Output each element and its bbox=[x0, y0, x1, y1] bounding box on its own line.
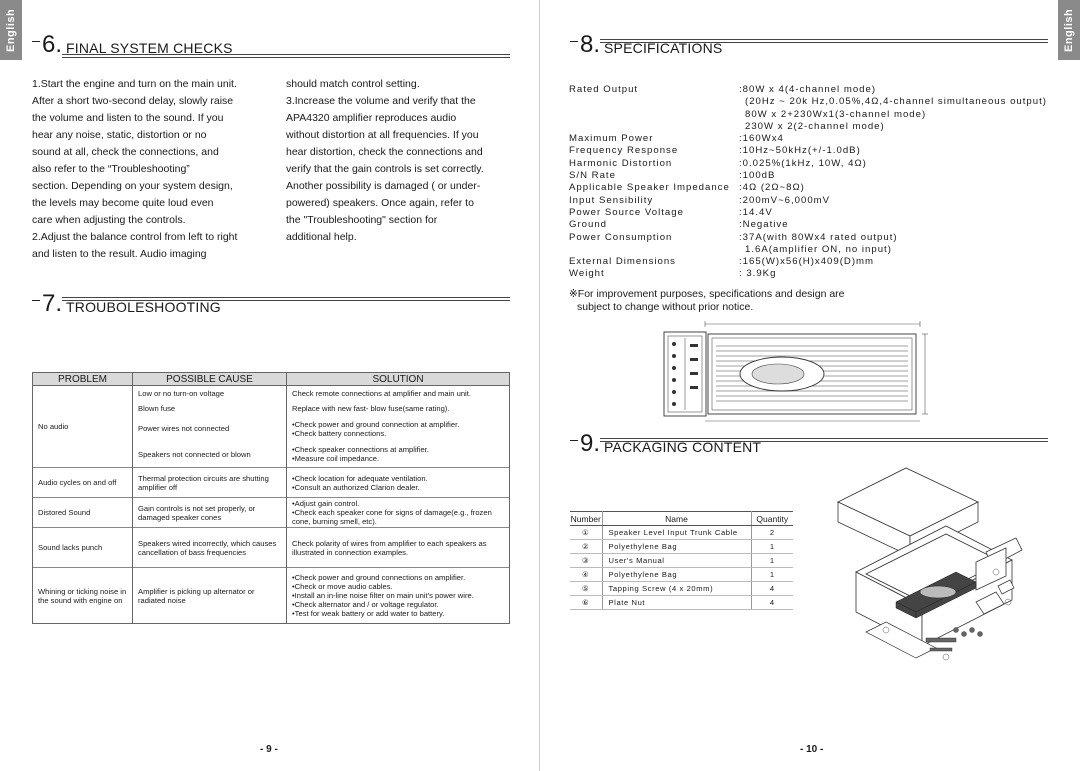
section-number: 8. bbox=[580, 31, 601, 58]
spec-value-line: (20Hz ~ 20k Hz,0.05%,4Ω,4-channel simultaneous output) bbox=[745, 96, 1047, 108]
section-number: 6. bbox=[42, 31, 63, 58]
pack-quantity-cell: 4 bbox=[751, 596, 793, 610]
spec-value-line: :165(W)x56(H)x409(D)mm bbox=[739, 256, 875, 268]
paragraph-line: section. Depending on your system design, bbox=[32, 180, 233, 192]
table-row bbox=[570, 540, 793, 554]
spec-value-line: :160Wx4 bbox=[739, 133, 784, 145]
section-title: TROUBOLESHOOTING bbox=[66, 299, 221, 315]
problem-cell: Distored Sound bbox=[33, 498, 133, 528]
language-tab: English bbox=[1058, 0, 1080, 60]
spec-label: Applicable Speaker Impedance bbox=[569, 182, 730, 194]
spec-row bbox=[569, 232, 1054, 257]
pack-number-cell: ③ bbox=[570, 554, 602, 568]
packaging-box-illustration bbox=[826, 462, 1026, 672]
solution-line: Check polarity of wires from amplifier to each speakers as illustrated in connection examples. bbox=[292, 538, 487, 557]
spec-value bbox=[739, 182, 1054, 194]
solution-line: • Adjust gain control. bbox=[292, 499, 504, 508]
spec-value-line: :Negative bbox=[739, 219, 789, 231]
cause-cell: Blown fuse bbox=[133, 401, 287, 416]
spec-value bbox=[739, 133, 1054, 145]
spec-row bbox=[569, 84, 1054, 133]
amplifier-dimension-drawing bbox=[650, 318, 940, 428]
solution-cell bbox=[287, 401, 510, 416]
paragraph-line: verify that the gain controls is set correctly. bbox=[286, 163, 484, 175]
solution-cell bbox=[287, 442, 510, 468]
paragraph-line: hear distortion, check the connections and bbox=[286, 146, 483, 158]
cause-cell: Speakers not connected or blown bbox=[133, 442, 287, 468]
spec-label: Maximum Power bbox=[569, 133, 654, 145]
header-possible-cause: POSSIBLE CAUSE bbox=[133, 373, 287, 386]
spec-value-line: :80W x 4(4-channel mode) bbox=[739, 84, 877, 95]
solution-line: • Measure coil impedance. bbox=[292, 454, 504, 463]
spec-label: Input Sensibility bbox=[569, 194, 654, 206]
table-row bbox=[33, 468, 510, 498]
spec-row bbox=[569, 219, 1054, 231]
spec-label: Harmonic Distortion bbox=[569, 157, 673, 169]
spec-label: Weight bbox=[569, 268, 605, 280]
solution-line: • Check or move audio cables. bbox=[292, 582, 504, 591]
solution-cell bbox=[287, 386, 510, 401]
paragraph-line: After a short two-second delay, slowly raise bbox=[32, 95, 234, 107]
table-row bbox=[570, 582, 793, 596]
solution-line: • Check power and ground connections on amplifier. bbox=[292, 573, 504, 582]
paragraph-line: 1.Start the engine and turn on the main unit. bbox=[32, 78, 237, 90]
problem-cell: Sound lacks punch bbox=[33, 528, 133, 568]
spec-label: Power Consumption bbox=[569, 231, 673, 243]
spec-value-line: :0.025%(1kHz, 10W, 4Ω) bbox=[739, 157, 867, 169]
spec-value bbox=[739, 145, 1054, 157]
solution-cell bbox=[287, 528, 510, 568]
spec-row bbox=[569, 145, 1054, 157]
section-rule bbox=[62, 54, 510, 58]
pack-name-cell: User's Manual bbox=[602, 554, 751, 568]
spec-value bbox=[739, 207, 1054, 219]
note-line-2: subject to change without prior notice. bbox=[577, 301, 754, 313]
section-rule bbox=[62, 297, 510, 301]
cause-cell: Speakers wired incorrectly, which causes cancellation of bass frequencies bbox=[133, 528, 287, 568]
spec-label: Ground bbox=[569, 219, 607, 231]
spec-value-line: 230W x 2(2-channel mode) bbox=[745, 120, 885, 132]
header-number: Number bbox=[570, 513, 601, 524]
packaging-table bbox=[570, 511, 793, 610]
pack-number-cell: ② bbox=[570, 540, 602, 554]
troubleshooting-table bbox=[32, 372, 510, 624]
spec-value bbox=[739, 84, 1054, 133]
pack-quantity-cell: 1 bbox=[751, 568, 793, 582]
spec-value bbox=[739, 195, 1054, 207]
problem-cell: Whining or ticking noise in the sound with engine on bbox=[33, 568, 133, 624]
spec-row bbox=[569, 207, 1054, 219]
paragraph-line: additional help. bbox=[286, 231, 357, 243]
spec-row bbox=[569, 195, 1054, 207]
header-problem: PROBLEM bbox=[33, 373, 133, 386]
header-quantity: Quantity bbox=[751, 512, 793, 526]
solution-cell bbox=[287, 468, 510, 498]
cause-cell: Power wires not connected bbox=[133, 416, 287, 442]
spec-value-line: :37A(with 80Wx4 rated output) bbox=[739, 231, 898, 243]
final-checks-column-2 bbox=[286, 76, 510, 246]
page-number: - 9 - bbox=[260, 744, 278, 755]
spec-value bbox=[739, 268, 1054, 280]
spec-row bbox=[569, 158, 1054, 170]
solution-cell bbox=[287, 416, 510, 442]
solution-line: • Check each speaker cone for signs of damage(e.g., frozen cone, burning smell, etc). bbox=[292, 508, 504, 526]
paragraph-line: powered) speakers. Once again, refer to bbox=[286, 197, 474, 209]
final-checks-column-1 bbox=[32, 76, 254, 263]
section-number: 9. bbox=[580, 430, 601, 457]
note-line-1: ※For improvement purposes, specifications and design are bbox=[569, 288, 845, 300]
pack-number-cell: ⑤ bbox=[570, 582, 602, 596]
cause-cell: Gain controls is not set properly, or damaged speaker cones bbox=[133, 498, 287, 528]
problem-cell: Audio cycles on and off bbox=[33, 468, 133, 498]
spec-value-line: 80W x 2+230Wx1(3-channel mode) bbox=[745, 108, 927, 120]
paragraph-line: the volume and listen to the sound. If you bbox=[32, 112, 224, 124]
specs-note bbox=[569, 288, 845, 314]
paragraph-line: sound at all, check the connections, and bbox=[32, 146, 219, 158]
section-rule bbox=[600, 39, 1048, 43]
spec-value bbox=[739, 170, 1054, 182]
pack-name-cell: Polyethylene Bag bbox=[602, 540, 751, 554]
pack-name-cell: Speaker Level Input Trunk Cable bbox=[602, 526, 751, 540]
table-header-row bbox=[33, 373, 510, 386]
header-solution: SOLUTION bbox=[287, 373, 510, 386]
spec-value bbox=[739, 232, 1054, 257]
table-row bbox=[33, 498, 510, 528]
paragraph-line: 2.Adjust the balance control from left to right bbox=[32, 231, 238, 243]
spec-value-line: : 3.9Kg bbox=[739, 268, 777, 280]
section-title: PACKAGING CONTENT bbox=[604, 439, 762, 455]
pack-quantity-cell: 2 bbox=[751, 526, 793, 540]
pack-name-cell: Tapping Screw (4 x 20mm) bbox=[602, 582, 751, 596]
table-row bbox=[33, 386, 510, 401]
spec-value-line: :14.4V bbox=[739, 206, 773, 218]
pack-name-cell: Plate Nut bbox=[602, 596, 751, 610]
paragraph-line: APA4320 amplifier reproduces audio bbox=[286, 112, 457, 124]
header-name: Name bbox=[602, 512, 751, 526]
table-header-row bbox=[570, 512, 793, 526]
pack-number-cell: ④ bbox=[570, 568, 602, 582]
page-number: - 10 - bbox=[800, 744, 824, 755]
spec-value-line: :4Ω (2Ω~8Ω) bbox=[739, 182, 805, 194]
spec-label: Rated Output bbox=[569, 84, 639, 95]
section-title: SPECIFICATIONS bbox=[604, 40, 723, 56]
solution-line: • Check location for adequate ventilation. bbox=[292, 474, 504, 483]
spec-row bbox=[569, 170, 1054, 182]
specifications-list bbox=[569, 84, 1054, 281]
spec-value bbox=[739, 158, 1054, 170]
spec-label: External Dimensions bbox=[569, 256, 676, 268]
paragraph-line: and listen to the result. Audio imaging bbox=[32, 248, 207, 260]
table-row bbox=[570, 596, 793, 610]
cause-cell: Thermal protection circuits are shutting amplifier off bbox=[133, 468, 287, 498]
paragraph-line: also refer to the “Troubleshooting” bbox=[32, 163, 190, 175]
spec-row bbox=[569, 256, 1054, 268]
spec-label: S/N Rate bbox=[569, 170, 616, 182]
solution-line: • Check power and ground connection at amplifier. bbox=[292, 420, 504, 429]
spec-row bbox=[569, 268, 1054, 280]
spec-row bbox=[569, 182, 1054, 194]
spec-label: Power Source Voltage bbox=[569, 206, 684, 218]
solution-cell bbox=[287, 568, 510, 624]
solution-line: • Install an in-line noise filter on main unit's power wire. bbox=[292, 591, 504, 600]
paragraph-line: hear any noise, static, distortion or no bbox=[32, 129, 207, 141]
pack-name-cell: Polyethylene Bag bbox=[602, 568, 751, 582]
spec-label: Frequency Response bbox=[569, 145, 679, 157]
spec-value-line: :100dB bbox=[739, 170, 776, 182]
section-number: 7. bbox=[42, 290, 63, 317]
solution-line: Check remote connections at amplifier and main unit. bbox=[292, 388, 471, 398]
spec-value bbox=[739, 256, 1054, 268]
table-row bbox=[570, 554, 793, 568]
paragraph-line: the "Troubleshooting" section for bbox=[286, 214, 438, 226]
section-rule bbox=[600, 438, 1048, 442]
solution-line: • Consult an authorized Clarion dealer. bbox=[292, 483, 504, 492]
spec-value-line: 1.6A(amplifier ON, no input) bbox=[745, 243, 892, 255]
cause-cell: Low or no turn-on voltage bbox=[133, 386, 287, 401]
spec-value bbox=[739, 219, 1054, 231]
section-title: FINAL SYSTEM CHECKS bbox=[66, 40, 233, 56]
pack-number-cell: ① bbox=[570, 526, 602, 540]
paragraph-line: 3.Increase the volume and verify that the bbox=[286, 95, 476, 107]
solution-cell bbox=[287, 498, 510, 528]
solution-line: • Check alternator and / or voltage regulator. bbox=[292, 600, 504, 609]
table-row bbox=[33, 568, 510, 624]
spec-value-line: :200mV~6,000mV bbox=[739, 194, 831, 206]
spec-value-line: :10Hz~50kHz(+/-1.0dB) bbox=[739, 145, 861, 157]
paragraph-line: should match control setting. bbox=[286, 78, 420, 90]
cause-cell: Amplifier is picking up alternator or radiated noise bbox=[133, 568, 287, 624]
solution-line: • Test for weak battery or add water to battery. bbox=[292, 609, 504, 618]
solution-line: • Check speaker connections at amplifier. bbox=[292, 445, 504, 454]
section-7-heading bbox=[32, 290, 221, 316]
language-tab: English bbox=[0, 0, 22, 60]
table-row bbox=[570, 568, 793, 582]
pack-number-cell: ⑥ bbox=[570, 596, 602, 610]
paragraph-line: Another possibility is damaged ( or under- bbox=[286, 180, 481, 192]
problem-cell: No audio bbox=[33, 386, 133, 468]
paragraph-line: the levels may become quite loud even bbox=[32, 197, 214, 209]
section-9-heading bbox=[570, 430, 761, 456]
table-row bbox=[570, 526, 793, 540]
paragraph-line: without distortion at all frequencies. If you bbox=[286, 129, 479, 141]
solution-line: Replace with new fast- blow fuse(same rating). bbox=[292, 403, 450, 413]
pack-quantity-cell: 4 bbox=[751, 582, 793, 596]
table-row bbox=[33, 528, 510, 568]
pack-quantity-cell: 1 bbox=[751, 540, 793, 554]
pack-quantity-cell: 1 bbox=[751, 554, 793, 568]
solution-line: • Check battery connections. bbox=[292, 429, 504, 438]
spec-row bbox=[569, 133, 1054, 145]
paragraph-line: care when adjusting the controls. bbox=[32, 214, 186, 226]
section-8-heading bbox=[570, 31, 722, 57]
